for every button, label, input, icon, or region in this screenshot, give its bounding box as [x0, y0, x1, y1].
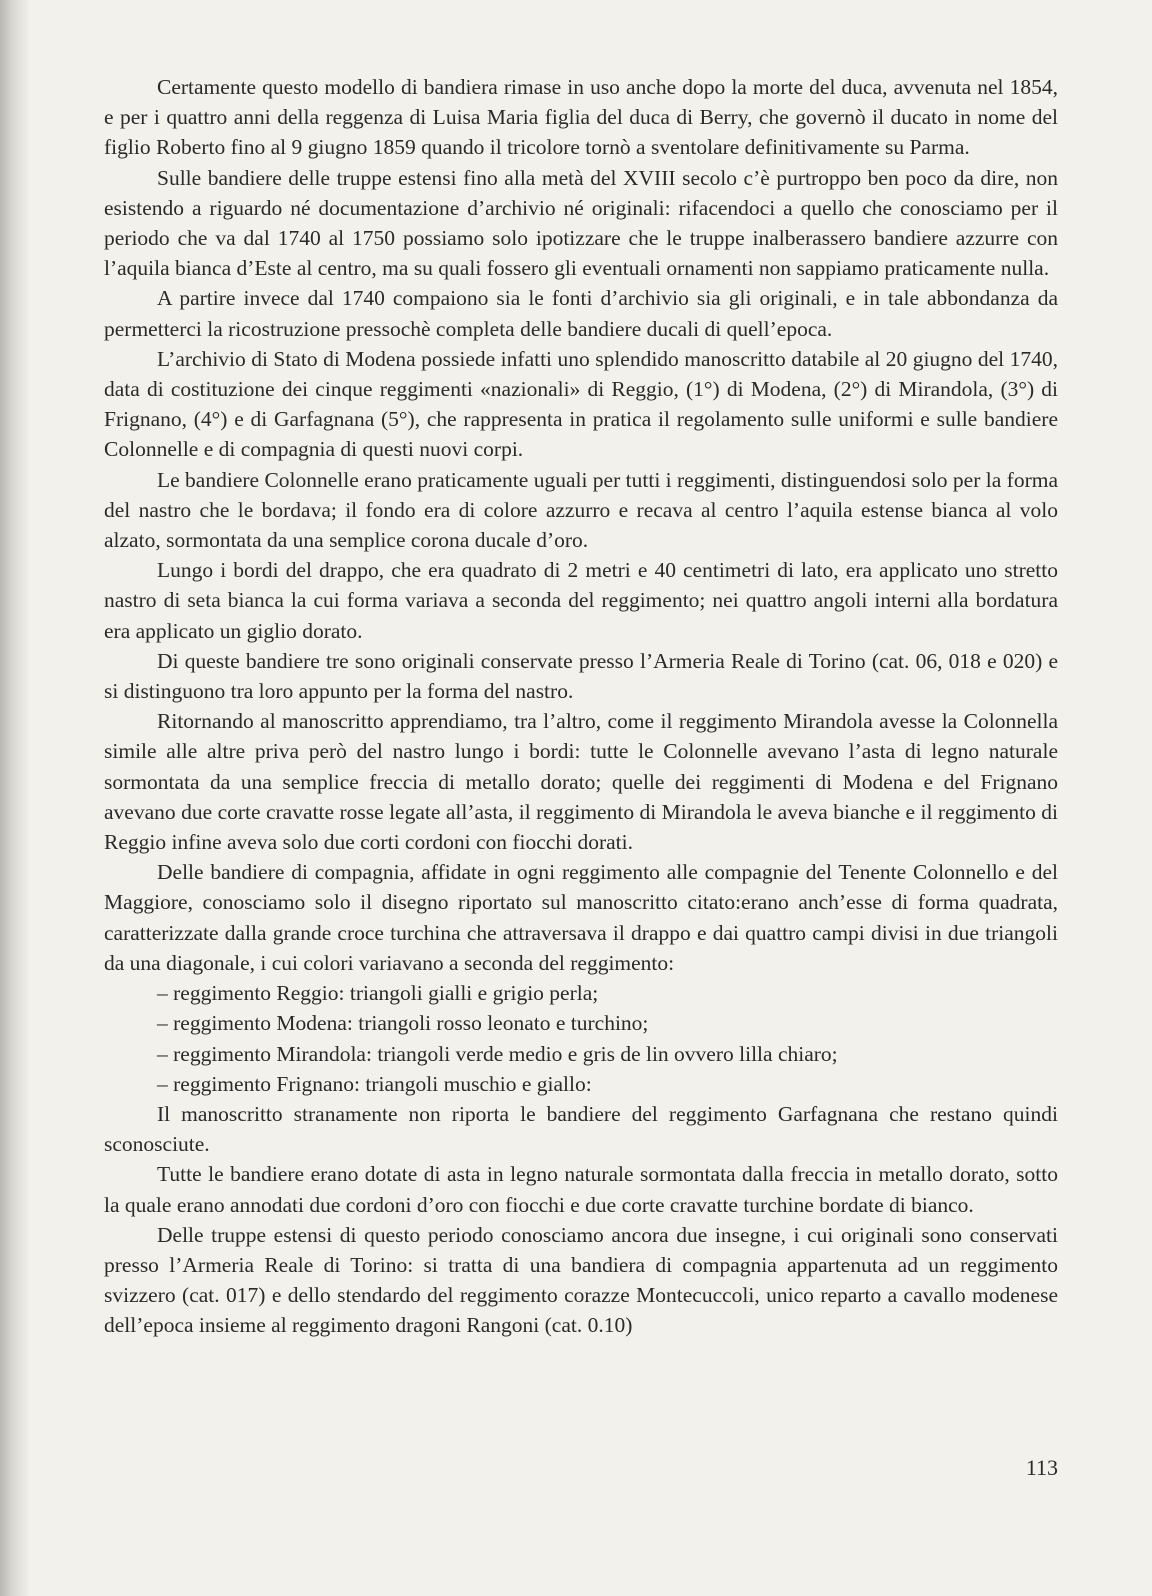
paragraph-5: Le bandiere Colonnelle erano praticamente uguali per tutti i reggimenti, distinguendosi solo per la forma del nastro che le bordava; il fondo era di colore azzurro e recava al centro l’aquila estense bianca al volo alzato, sormontata da una semplice corona ducale d’oro.	[104, 467, 1058, 553]
paragraph-9: Delle bandiere di compagnia, affidate in ogni reggimento alle compagnie del Tenente Colonnello e del Maggiore, conosciamo solo il disegno riportato sul manoscritto citato:erano anch’esse di forma quadrata, caratterizzate dalla grande croce turchina che attraversava il drappo e dai quattro campi divisi in due triangoli da una diagonale, i cui colori variavano a seconda del reggimento:	[104, 860, 1058, 975]
body-text	[104, 72, 1058, 1341]
list-item: – reggimento Reggio: triangoli gialli e grigio perla;	[157, 981, 599, 1006]
paragraph-12: Delle truppe estensi di questo periodo conosciamo ancora due insegne, i cui originali sono conservati presso l’Armeria Reale di Torino: si tratta di una bandiera di compagnia appartenuta ad un reggimento svizzero (cat. 017) e dello stendardo del reggimento corazze Montecuccoli, unico reparto a cavallo modenese dell’epoca insieme al reggimento dragoni Rangoni (cat. 0.10)	[104, 1222, 1058, 1338]
paragraph-2: Sulle bandiere delle truppe estensi fino alla metà del XVIII secolo c’è purtroppo ben poco da dire, non esistendo a riguardo né documentazione d’archivio né originali: rifacendoci a quello che conosciamo per il periodo che va dal 1740 al 1750 possiamo solo ipotizzare che le truppe inalberassero bandiere azzurre con l’aquila bianca d’Este al centro, ma su quali fossero gli eventuali ornamenti non sappiamo praticamente nulla.	[104, 165, 1058, 281]
paragraph-8: Ritornando al manoscritto apprendiamo, tra l’altro, come il reggimento Mirandola avesse la Colonnella simile alle altre priva però del nastro lungo i bordi: tutte le Colonnelle avevano l’asta di legno naturale sormontata da una semplice freccia di metallo dorato; quelle dei reggimenti di Modena e del Frignano avevano due corte cravatte rosse legate all’asta, il reggimento di Mirandola le aveva bianche e il reggimento di Reggio infine aveva solo due corti cordoni con fiocchi dorati.	[104, 709, 1058, 855]
page-number: 113	[1025, 1455, 1058, 1480]
list-item: – reggimento Modena: triangoli rosso leonato e turchino;	[157, 1011, 649, 1036]
paragraph-3: A partire invece dal 1740 compaiono sia le fonti d’archivio sia gli originali, e in tale abbondanza da permetterci la ricostruzione pressochè completa delle bandiere ducali di quell’epoca.	[104, 286, 1058, 341]
paragraph-4: L’archivio di Stato di Modena possiede infatti uno splendido manoscritto databile al 20 giugno del 1740, data di costituzione dei cinque reggimenti «nazionali» di Reggio, (1°) di Modena, (2°) di Mirandola, (3°) di Frignano, (4°) e di Garfagnana (5°), che rappresenta in pratica il regolamento sulle uniformi e sulle bandiere Colonnelle e di compagnia di questi nuovi corpi.	[104, 346, 1058, 462]
page-gutter-shadow	[0, 0, 30, 1596]
list-item: – reggimento Frignano: triangoli muschio e giallo:	[157, 1071, 592, 1096]
list-item: – reggimento Mirandola: triangoli verde medio e gris de lin ovvero lilla chiaro;	[157, 1041, 838, 1066]
paragraph-11: Tutte le bandiere erano dotate di asta in legno naturale sormontata dalla freccia in metallo dorato, sotto la quale erano annodati due cordoni d’oro con fiocchi e due corte cravatte turchine bordate di bianco.	[104, 1162, 1058, 1217]
paragraph-6: Lungo i bordi del drappo, che era quadrato di 2 metri e 40 centimetri di lato, era applicato uno stretto nastro di seta bianca la cui forma variava a seconda del reggimento; nei quattro angoli interni alla bordatura era applicato un giglio dorato.	[104, 558, 1058, 643]
paragraph-7: Di queste bandiere tre sono originali conservate presso l’Armeria Reale di Torino (cat. 06, 018 e 020) e si distinguono tra loro appunto per la forma del nastro.	[104, 648, 1058, 704]
paragraph-10: Il manoscritto stranamente non riporta le bandiere del reggimento Garfagnana che restano quindi sconosciute.	[104, 1101, 1058, 1157]
paragraph-1: Certamente questo modello di bandiera rimase in uso anche dopo la morte del duca, avvenuta nel 1854, e per i quattro anni della reggenza di Luisa Maria figlia del duca di Berry, che governò il ducato in nome del figlio Roberto fino al 9 giugno 1859 quando il tricolore tornò a sventolare definitivamente su Parma.	[104, 75, 1058, 160]
regiment-color-list	[104, 978, 1058, 1099]
